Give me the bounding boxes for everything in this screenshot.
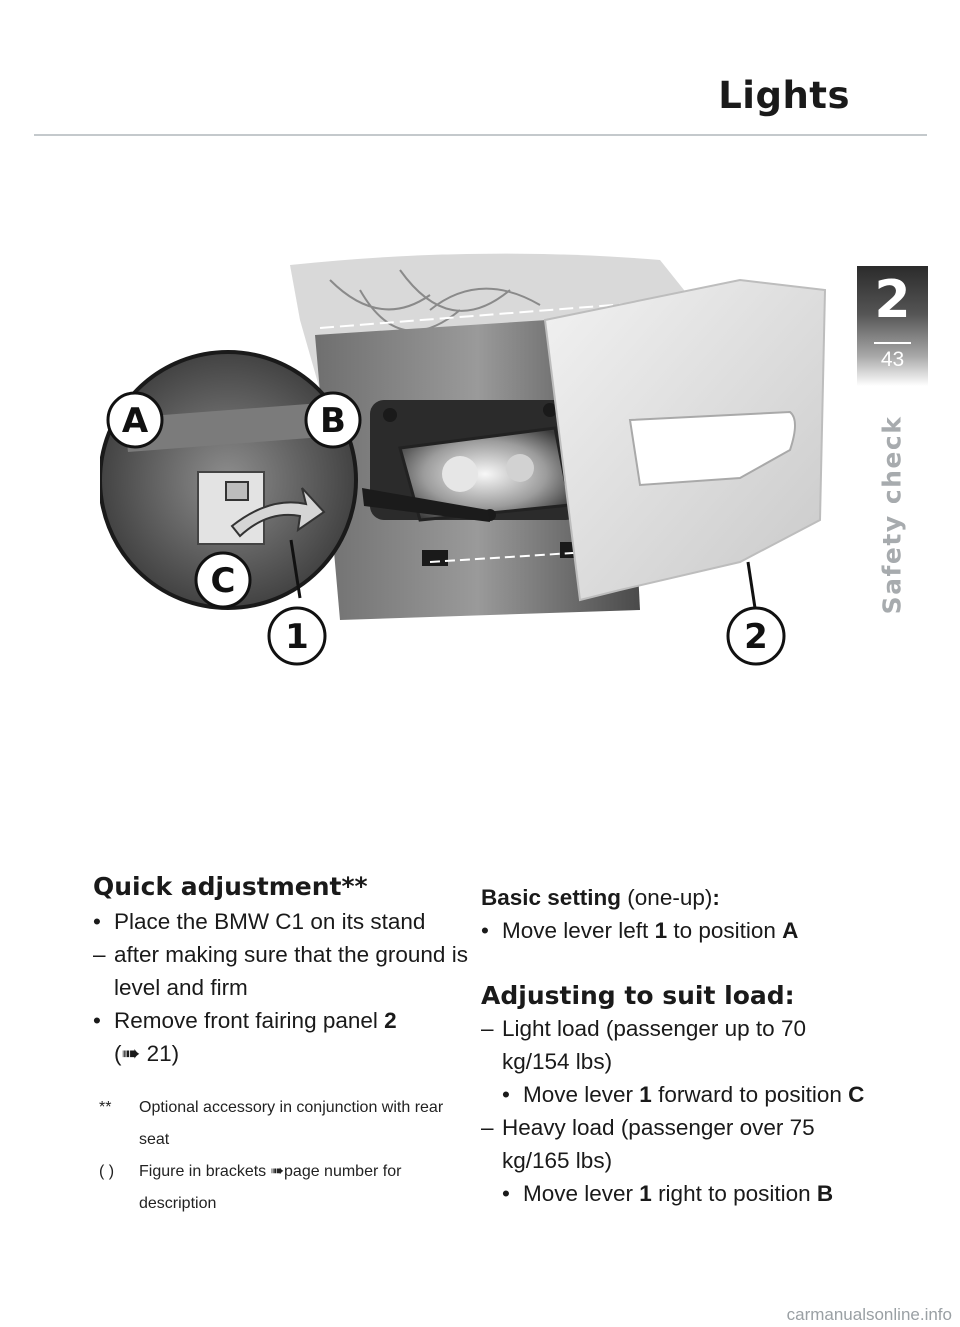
footnote-text: Optional accessory in conjunction with rear seat: [139, 1099, 444, 1148]
quick-adjustment-heading: Quick adjustment**: [93, 872, 368, 901]
bullet-marker: •: [502, 1181, 510, 1206]
footnote-text: page number for description: [139, 1163, 402, 1212]
list-item-text: right to position: [651, 1181, 817, 1206]
list-item-text: forward to position: [651, 1082, 849, 1107]
list-item: [93, 905, 468, 938]
callout-1-label: 1: [285, 617, 309, 657]
page-ref-arrow-icon: ➠: [270, 1163, 285, 1180]
page-title: Lights: [718, 74, 850, 117]
footnotes: [93, 1092, 468, 1220]
list-item-text: after making sure that the ground is level and firm: [114, 942, 468, 1000]
bullet-marker: •: [93, 909, 101, 934]
chapter-tab: [857, 266, 928, 386]
position-ref: A: [782, 918, 799, 943]
list-item: [481, 1012, 871, 1078]
callout-c-label: C: [210, 561, 236, 601]
settings-section: [481, 881, 871, 1210]
quick-adjustment-section: [93, 872, 468, 1220]
list-item-text: Move lever: [523, 1082, 640, 1107]
list-item-text: Heavy load (passenger over 75 kg/165 lbs): [502, 1115, 815, 1173]
callout-c: [196, 553, 250, 607]
list-item-text: Move lever left: [502, 918, 655, 943]
bullet-marker: •: [502, 1082, 510, 1107]
bullet-marker: •: [481, 918, 489, 943]
chapter-number: 2: [874, 270, 911, 330]
page-ref-arrow-icon: ➠: [121, 1041, 141, 1066]
lever-ref: 1: [654, 918, 668, 943]
list-item: [93, 1004, 468, 1070]
list-item: [93, 938, 468, 1004]
list-item: [481, 1111, 871, 1177]
callout-a-label: A: [121, 401, 149, 441]
position-ref: B: [816, 1181, 834, 1206]
chapter-divider: [874, 342, 911, 344]
callout-b: [306, 393, 360, 447]
basic-setting-colon: :: [712, 885, 720, 910]
watermark: carmanualsonline.info: [786, 1305, 952, 1324]
list-item-text: Place the BMW C1 on its stand: [114, 909, 426, 934]
callout-b-label: B: [320, 401, 346, 441]
list-item-text: Move lever: [523, 1181, 640, 1206]
footnote-key: **: [99, 1099, 112, 1116]
lever-ref: 1: [639, 1082, 652, 1107]
list-item-text: Remove front fairing panel: [114, 1008, 385, 1033]
headlight-figure: [100, 250, 850, 670]
headlight-illustration: [100, 250, 850, 670]
list-item-text: Light load (passenger up to 70 kg/154 lbs): [502, 1016, 806, 1074]
position-ref: C: [848, 1082, 865, 1107]
list-item: [502, 1078, 871, 1111]
dash-marker: –: [481, 1115, 494, 1140]
page-ref-text: 21): [140, 1041, 180, 1066]
callout-1: [269, 608, 325, 664]
dash-marker: –: [481, 1016, 494, 1041]
adjust-load-heading: Adjusting to suit load:: [481, 981, 795, 1010]
footnote: [93, 1156, 468, 1220]
section-label: Safety check: [877, 415, 907, 615]
list-item: [502, 1177, 871, 1210]
callout-a: [108, 393, 162, 447]
list-item: [481, 914, 871, 947]
page-number: 43: [880, 348, 905, 371]
title-divider: [34, 134, 927, 136]
basic-setting-heading: [481, 881, 871, 914]
dash-marker: –: [93, 942, 106, 967]
panel-ref: 2: [384, 1008, 397, 1033]
bullet-marker: •: [93, 1008, 101, 1033]
footnote-text: Figure in brackets: [139, 1163, 271, 1180]
footnote: [93, 1092, 468, 1156]
page-ref-open: (: [114, 1041, 122, 1066]
footnote-key: ( ): [99, 1163, 115, 1180]
basic-setting-note: (one-up): [621, 885, 713, 910]
basic-setting-title: Basic setting: [481, 885, 622, 910]
callout-2-label: 2: [744, 617, 768, 657]
list-item-text: to position: [667, 918, 783, 943]
lever-ref: 1: [639, 1181, 652, 1206]
callout-2: [728, 608, 784, 664]
